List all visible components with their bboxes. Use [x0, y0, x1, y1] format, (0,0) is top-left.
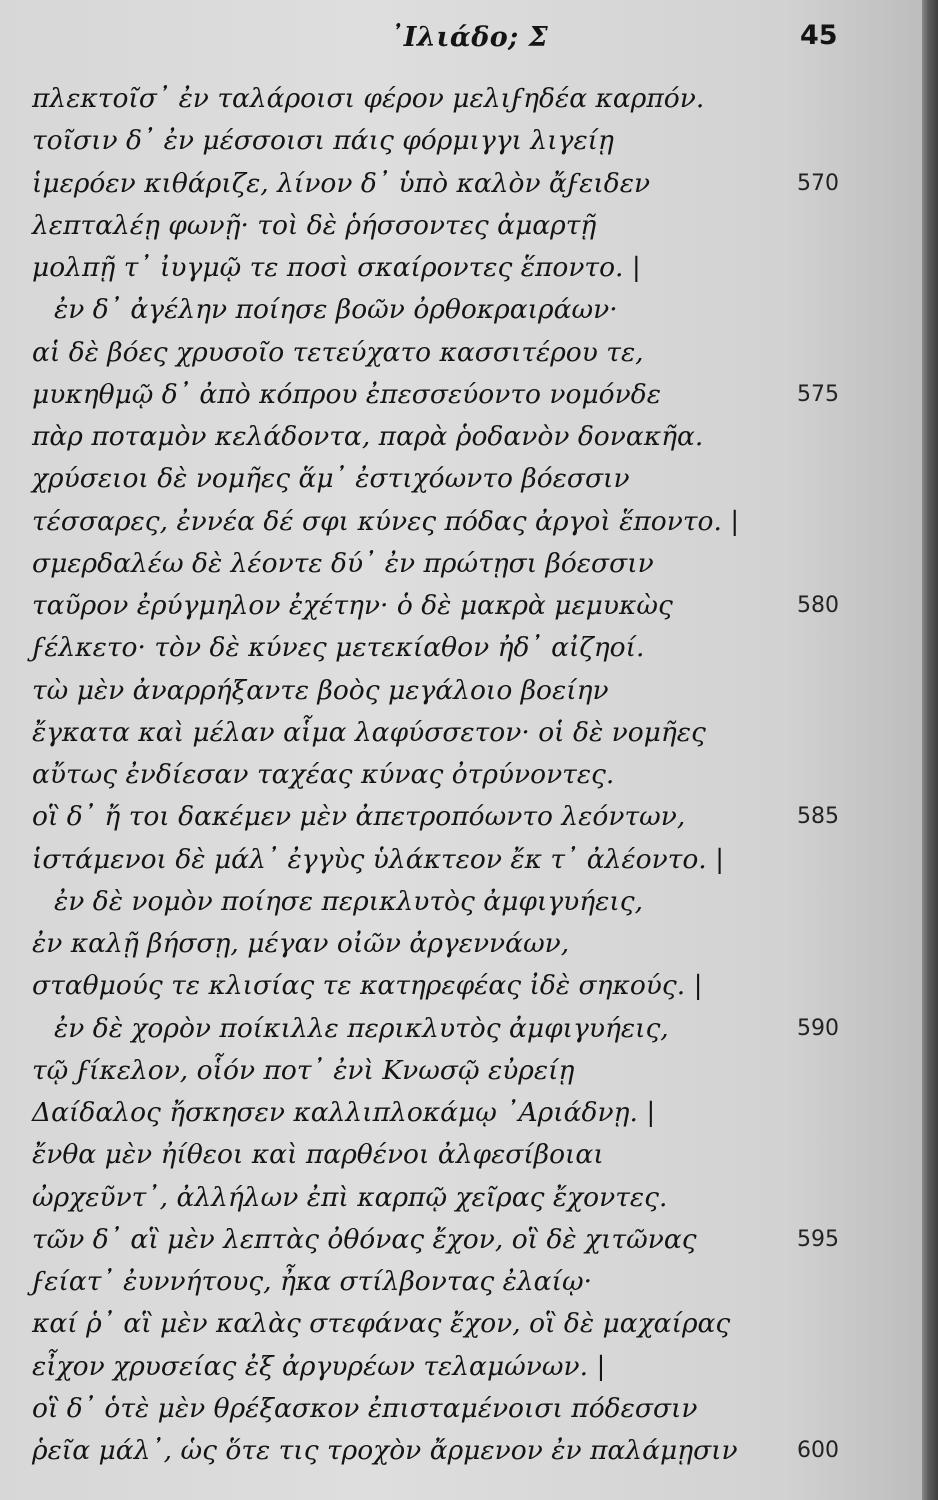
verse-text: πλεκτοῖσ᾿ ἐν ταλάροισι φέρον μελιϝηδέα καρπόν.: [32, 83, 705, 114]
verse-text: ἱμερόεν κιθάριζε, λίνον δ᾿ ὑπὸ καλὸν ἄϝειδεν: [32, 167, 651, 199]
verse-text: καί ῥ᾿ αἳ μὲν καλὰς στεφάνας ἔχον, οἳ δὲ μαχαίρας: [32, 1308, 731, 1340]
verse-text: σμερδαλέω δὲ λέοντε δύ᾿ ἐν πρώτῃσι βόεσσιν: [32, 547, 654, 579]
verse-text: ῥεῖα μάλ᾿, ὡς ὅτε τις τροχὸν ἄρμενον ἐν παλάμῃσιν: [32, 1435, 738, 1466]
line-number: 575: [797, 381, 839, 407]
verse-text: ἔνθα μὲν ἠίθεοι καὶ παρθένοι ἀλφεσίβοιαι: [32, 1139, 604, 1171]
verse-line: [0, 881, 920, 923]
verse-text: Δαίδαλος ἤσκησεν καλλιπλοκάμῳ ᾿Αριάδνῃ. |: [32, 1097, 656, 1128]
verse-line: [0, 289, 920, 331]
verse-line: [0, 923, 920, 965]
verse-line: [0, 839, 920, 881]
line-number: 600: [797, 1438, 839, 1463]
page-edge: [922, 0, 938, 1500]
verse-text: λεπταλέῃ φωνῇ· τοὶ δὲ ῥήσσοντες ἁμαρτῇ: [32, 209, 597, 241]
verse-line: [0, 1092, 920, 1134]
verse-line: [0, 670, 920, 712]
verse-text: μυκηθμῷ δ᾿ ἀπὸ κόπρου ἐπεσσεύοντο νομόνδε: [32, 378, 661, 410]
verse-line: [0, 1303, 920, 1345]
verse-text: αὔτως ἐνδίεσαν ταχέας κύνας ὀτρύνοντες.: [32, 759, 615, 790]
verse-line: [0, 585, 920, 627]
verse-line: [0, 416, 920, 458]
verse-line: [0, 712, 920, 754]
verse-text: τὼ μὲν ἀναρρήξαντε βοὸς μεγάλοιο βοείην: [32, 674, 609, 706]
verse-line: [0, 796, 920, 838]
verse-line: [0, 78, 920, 120]
verse-line: [0, 332, 920, 374]
verse-text: ϝέλκετο· τὸν δὲ κύνες μετεκίαθον ἠδ᾿ αἰζηοί.: [32, 632, 645, 664]
verse-text: ταῦρον ἐρύγμηλον ἐχέτην· ὁ δὲ μακρὰ μεμυκὼς: [32, 590, 673, 621]
verse-text: τῷ ϝίκελον, οἷόν ποτ᾿ ἐνὶ Κνωσῷ εὐρείῃ: [32, 1054, 575, 1086]
verse-text: ὠρχεῦντ᾿, ἀλλήλων ἐπὶ καρπῷ χεῖρας ἔχοντες.: [32, 1181, 668, 1213]
verse-line: [0, 965, 920, 1007]
verse-line: [0, 1261, 920, 1303]
verse-text: αἱ δὲ βόες χρυσοῖο τετεύχατο κασσιτέρου τε,: [32, 336, 644, 368]
verse-line: [0, 1008, 920, 1050]
verse-line: [0, 205, 920, 247]
verse-text: οἳ δ᾿ ἤ τοι δακέμεν μὲν ἀπετροπόωντο λεόντων,: [32, 801, 686, 833]
line-number: 580: [797, 593, 839, 618]
verse-line: [0, 374, 920, 416]
line-number: 585: [797, 804, 839, 830]
verse-line: [0, 1050, 920, 1092]
verse-text: ἐν καλῇ βήσσῃ, μέγαν οἰῶν ἀργεννάων,: [32, 928, 570, 959]
verse-text: ἐν δὲ νομὸν ποίησε περικλυτὸς ἀμφιγυήεις,: [54, 885, 644, 917]
verse-text: τοῖσιν δ᾿ ἐν μέσσοισι πάις φόρμιγγι λιγείῃ: [32, 125, 614, 157]
verse-text: ϝείατ᾿ ἐυννήτους, ἦκα στίλβοντας ἐλαίῳ·: [32, 1266, 592, 1297]
verse-line: [0, 1430, 920, 1472]
line-number: 595: [797, 1226, 839, 1252]
verse-line: [0, 1134, 920, 1176]
verse-text: σταθμούς τε κλισίας τε κατηρεφέας ἰδὲ σηκούς. |: [32, 970, 703, 1002]
verse-text: μολπῇ τ᾿ ἰυγμῷ τε ποσὶ σκαίροντες ἕποντο. |: [32, 252, 641, 283]
verse-line: [0, 754, 920, 796]
verse-line: [0, 1177, 920, 1219]
verse-text: ἐν δὲ χορὸν ποίκιλλε περικλυτὸς ἀμφιγυήεις,: [54, 1012, 669, 1044]
verse-line: [0, 1388, 920, 1430]
verse-line: [0, 1346, 920, 1388]
verse-text: ἔγκατα καὶ μέλαν αἷμα λαφύσσετον· οἱ δὲ νομῆες: [32, 716, 706, 748]
verse-text: εἶχον χρυσείας ἐξ ἀργυρέων τελαμώνων. |: [32, 1350, 606, 1382]
line-number: 570: [797, 170, 839, 196]
verse-line: [0, 1219, 920, 1261]
line-number: 590: [797, 1015, 839, 1041]
verse-line: [0, 543, 920, 585]
verse-line: [0, 163, 920, 205]
verse-line: [0, 247, 920, 289]
verse-line: [0, 501, 920, 543]
verse-text: τέσσαρες, ἐννέα δέ σφι κύνες πόδας ἀργοὶ ἕποντο. |: [32, 505, 740, 537]
verse-line: [0, 120, 920, 162]
verse-text: πὰρ ποταμὸν κελάδοντα, παρὰ ῥοδανὸν δονακῆα.: [32, 421, 704, 452]
verse-text: ἱστάμενοι δὲ μάλ᾿ ἐγγὺς ὑλάκτεον ἔκ τ᾿ ἀλέοντο. |: [32, 843, 725, 875]
verse-text: χρύσειοι δὲ νομῆες ἅμ᾿ ἐστιχόωντο βόεσσιν: [32, 463, 630, 495]
page-number: 45: [800, 20, 838, 51]
verse-text: οἳ δ᾿ ὁτὲ μὲν θρέξασκον ἐπισταμένοισι πόδεσσιν: [32, 1392, 698, 1424]
verse-text: τῶν δ᾿ αἳ μὲν λεπτὰς ὀθόνας ἔχον, οἳ δὲ χιτῶνας: [32, 1223, 697, 1255]
verse-line: [0, 458, 920, 500]
verse-text: ἐν δ᾿ ἀγέλην ποίησε βοῶν ὀρθοκραιράων·: [54, 294, 618, 326]
running-header-title: ᾿Ιλιάδο; Σ: [389, 22, 549, 53]
verse-line: [0, 627, 920, 669]
